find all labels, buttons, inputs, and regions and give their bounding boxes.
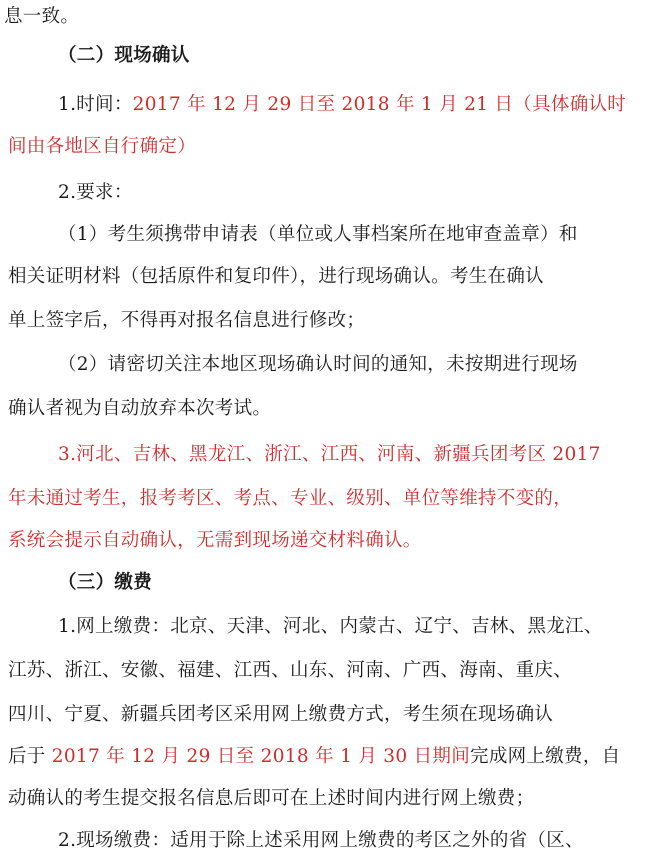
- time-line: [58, 90, 626, 120]
- payment-deadline: 2017 年 12 月 29 日至 2018 年 1 月 30 日期间: [51, 746, 471, 767]
- section-heading-payment: （三）缴费: [58, 572, 153, 593]
- payment-1-line-1: 1.网上缴费：北京、天津、河北、内蒙古、辽宁、吉林、黑龙江、: [58, 616, 603, 637]
- requirement-label: 2.要求：: [58, 182, 133, 203]
- paragraph-tail: 息一致。: [4, 6, 80, 27]
- time-value-continued: 间由各地区自行确定）: [8, 136, 197, 157]
- payment-1-line-2: 江苏、浙江、安徽、福建、江西、山东、河南、广西、海南、重庆、: [8, 660, 573, 681]
- item-3-line-3: 系统会提示自动确认，无需到现场递交材料确认。: [8, 530, 422, 551]
- requirement-1-line-1: （1）考生须携带申请表（单位或人事档案所在地审查盖章）和: [58, 224, 578, 245]
- requirement-1-line-3: 单上签字后，不得再对报名信息进行修改；: [8, 310, 366, 331]
- item-3-line-2: 年未通过考生，报考考区、考点、专业、级别、单位等维持不变的，: [8, 488, 573, 509]
- payment-1-line-3: 四川、宁夏、新疆兵团考区采用网上缴费方式，考生须在现场确认: [8, 704, 554, 725]
- requirement-2-line-1: （2）请密切关注本地区现场确认时间的通知，未按期进行现场: [58, 354, 578, 375]
- payment-1-line-4: [8, 742, 620, 772]
- item-3-line-1: 3.河北、吉林、黑龙江、浙江、江西、河南、新疆兵团考区 2017: [58, 444, 601, 465]
- payment-deadline-suffix: 完成网上缴费，自: [470, 746, 621, 767]
- section-heading-onsite-confirmation: （二）现场确认: [58, 45, 190, 66]
- time-value: 2017 年 12 月 29 日至 2018 年 1 月 21 日（具体确认时: [132, 94, 627, 115]
- time-label: 1.时间：: [58, 94, 133, 115]
- payment-2-line-1: 2.现场缴费：适用于除上述采用网上缴费的考区之外的省（区、: [58, 830, 584, 851]
- payment-deadline-prefix: 后于: [8, 746, 52, 767]
- requirement-2-line-2: 确认者视为自动放弃本次考试。: [8, 398, 272, 419]
- requirement-1-line-2: 相关证明材料（包括原件和复印件），进行现场确认。考生在确认: [8, 266, 544, 287]
- payment-1-line-5: 动确认的考生提交报名信息后即可在上述时间内进行网上缴费；: [8, 788, 535, 809]
